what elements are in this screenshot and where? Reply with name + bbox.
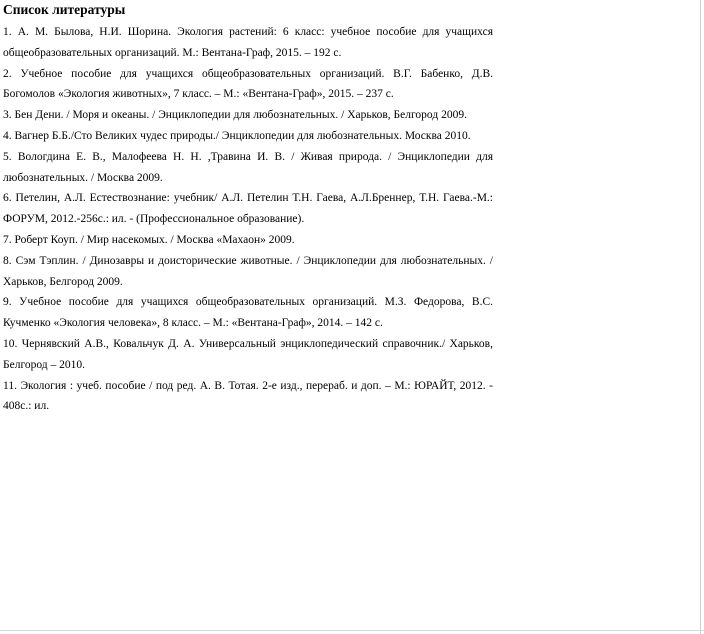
- bibliography-entry-8: 8. Сэм Тэплин. / Динозавры и доисторические животные. / Энциклопедии для любознательных. / Харьков, Белгород 2009.: [3, 254, 493, 288]
- bibliography-entry-4: 4. Вагнер Б.Б./Сто Великих чудес природы./ Энциклопедии для любознательных. Москва 2010.: [3, 129, 471, 142]
- bibliography-entry-9: 9. Учебное пособие для учащихся общеобразовательных организаций. М.З. Федорова, В.С. Кучменко «Экология человека», 8 класс. – М.: «Вентана-Граф», 2014. – 142 с.: [3, 296, 493, 330]
- bibliography-entry-3: 3. Бен Дени. / Моря и океаны. / Энциклопедии для любознательных. / Харьков, Белгород 2009.: [3, 109, 467, 122]
- bibliography-entry-2: 2. Учебное пособие для учащихся общеобразовательных организаций. В.Г. Бабенко, Д.В. Богомолов «Экология животных», 7 класс. – М.: «Вентана-Граф», 2015. – 237 с.: [3, 67, 493, 101]
- bibliography-entry-6: 6. Петелин, А.Л. Естествознание: учебник/ А.Л. Петелин Т.Н. Гаева, А.Л.Бреннер, Т.Н. Гаева.-М.: ФОРУМ, 2012.-256с.: ил. - (Профессиональное образование).: [3, 192, 493, 226]
- page-title: Список литературы: [3, 2, 126, 17]
- bibliography-entry-7: 7. Роберт Коуп. / Мир насекомых. / Москва «Махаон» 2009.: [3, 233, 295, 246]
- bibliography-section: [3, 2, 493, 417]
- bibliography-entry-10: 10. Чернявский А.В., Ковальчук Д. А. Универсальный энциклопедический справочник./ Харьков, Белгород – 2010.: [3, 337, 493, 371]
- page-right-edge: [700, 0, 701, 634]
- bibliography-entry-1: 1. А. М. Былова, Н.И. Шорина. Экология растений: 6 класс: учебное пособие для учащихся общеобразовательных организаций. М.: Вентана-Граф, 2015. – 192 с.: [3, 26, 493, 59]
- bibliography-entry-11: 11. Экология : учеб. пособие / под ред. А. В. Тотая. 2-е изд., перераб. и доп. – М.: ЮРАЙТ, 2012. - 408с.: ил.: [3, 379, 493, 413]
- page-bottom-edge: [0, 630, 704, 631]
- bibliography-entry-5: 5. Вологдина Е. В., Малофеева Н. Н. ,Травина И. В. / Живая природа. / Энциклопедии для любознательных. / Москва 2009.: [3, 150, 493, 184]
